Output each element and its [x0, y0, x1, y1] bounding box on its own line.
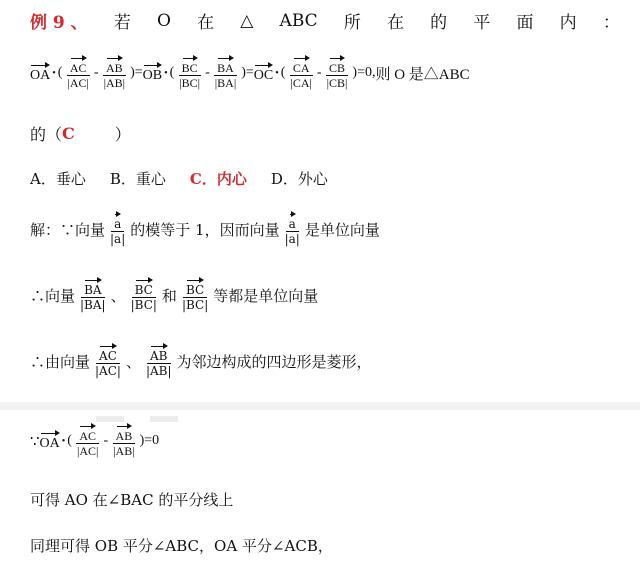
option-c: C．内心: [189, 170, 247, 188]
paren-equals-zero: )=0,: [352, 65, 376, 80]
separator: 、: [110, 286, 126, 305]
frac-ab: [143, 344, 175, 378]
abs-ca: |CA|: [290, 76, 312, 90]
scan-smear: [96, 416, 124, 422]
minus: -: [205, 65, 210, 80]
answer-line: [30, 122, 131, 145]
vec-cb: CB: [329, 56, 345, 75]
solution-text: 是单位向量: [304, 220, 380, 239]
vec-oa: OA: [30, 63, 50, 84]
title-char: 在: [197, 13, 215, 33]
title-char: 所: [343, 13, 361, 33]
abs-ab: |AB|: [113, 444, 135, 458]
abs-a: |a|: [284, 232, 300, 246]
paren: (: [57, 65, 63, 80]
title-char: ABC: [279, 10, 318, 31]
vec-ac: AC: [99, 344, 117, 363]
paren: (: [169, 65, 175, 80]
option-b: B．重心: [109, 170, 166, 188]
example-label: 例 9 、: [30, 13, 88, 33]
vec-ca: CA: [293, 56, 310, 75]
title-char: 的: [430, 13, 448, 33]
abs-ba: |BA|: [214, 76, 237, 90]
vec-a: a: [114, 212, 121, 231]
vec-bc: BC: [182, 56, 198, 75]
solution-text: ∴由向量: [30, 352, 91, 371]
abs-ab: |AB|: [103, 76, 126, 90]
abs-ac: |AC|: [67, 76, 89, 90]
paren: (: [280, 65, 286, 80]
abs-bc: |BC|: [181, 298, 209, 312]
solution-text: 等都是单位向量: [213, 286, 319, 305]
title-char: 在: [386, 13, 404, 33]
frac-bc: [179, 278, 211, 312]
title-char: △: [240, 10, 254, 31]
title-char: ：: [602, 13, 620, 33]
abs-bc: |BC|: [179, 76, 201, 90]
vec-ob: OB: [143, 63, 162, 84]
answer-value: C: [62, 124, 75, 143]
problem-title: [30, 8, 620, 33]
options-row: [30, 168, 352, 189]
separator: 、: [125, 352, 141, 371]
paren-equals: )=: [130, 65, 143, 80]
title-char: 平: [473, 13, 491, 33]
paren-equals-zero: )=0: [139, 433, 160, 448]
dot-operator: •: [61, 435, 66, 447]
frac-ac: [64, 56, 91, 90]
frac-bc: [176, 56, 203, 90]
solution-text: 解：∵向量: [30, 220, 106, 239]
minus: -: [93, 65, 99, 80]
vec-oa: OA: [40, 431, 60, 452]
abs-ac: |AC|: [95, 364, 121, 378]
paren: (: [67, 433, 72, 448]
title-char: O: [157, 10, 171, 31]
frac-ab: [110, 424, 137, 458]
vec-bc: BC: [135, 278, 153, 297]
answer-prefix: 的（: [30, 125, 63, 144]
vec-ba: BA: [217, 56, 234, 75]
vec-ab: AB: [106, 56, 123, 75]
scan-band: [0, 402, 640, 410]
solution-line-5: 可得 AO 在∠BAC 的平分线上: [30, 491, 234, 509]
abs-bc: |BC|: [130, 298, 157, 312]
paren-equals: )=: [241, 65, 254, 80]
option-d: D．外心: [270, 170, 328, 188]
frac-a: [282, 212, 303, 246]
dot-operator: •: [164, 67, 168, 79]
frac-ac: [92, 344, 124, 378]
solution-line-1: [30, 212, 380, 246]
frac-a: [107, 212, 128, 246]
because-symbol: ∵: [30, 433, 40, 450]
vec-ac: AC: [70, 56, 87, 75]
vec-ab: AB: [116, 424, 133, 443]
option-a: A．垂心: [30, 170, 86, 188]
solution-line-2: [30, 278, 318, 312]
frac-bc: [128, 278, 160, 312]
dot-operator: •: [52, 67, 56, 79]
minus: -: [103, 433, 109, 448]
abs-ac: |AC|: [76, 444, 99, 458]
frac-ac: [74, 424, 101, 458]
vec-ba: BA: [84, 278, 101, 297]
solution-text: 的模等于 1，因而向量: [130, 220, 280, 239]
answer-suffix: ）: [114, 125, 131, 144]
abs-cb: |CB|: [326, 76, 348, 90]
solution-text: ∴向量: [30, 286, 76, 305]
solution-text: 和: [161, 286, 177, 305]
vec-ac: AC: [79, 424, 96, 443]
frac-ca: [287, 56, 314, 90]
solution-line-3: [30, 344, 372, 378]
minus: -: [316, 65, 322, 80]
solution-text: 为邻边构成的四边形是菱形，: [176, 352, 372, 371]
title-char: 若: [113, 13, 131, 33]
vec-a: a: [289, 212, 296, 231]
problem-equation: [30, 56, 470, 90]
solution-line-4: [30, 424, 159, 458]
frac-ab: [101, 56, 128, 90]
frac-ba: [77, 278, 109, 312]
title-char: 面: [516, 13, 534, 33]
vec-ab: AB: [150, 344, 167, 363]
frac-cb: [324, 56, 351, 90]
abs-a: |a|: [110, 232, 126, 246]
equation-tail: 则 O 是△ABC: [375, 66, 470, 83]
solution-line-6: 同理可得 OB 平分∠ABC，OA 平分∠ACB，: [30, 537, 333, 555]
abs-ba: |BA|: [80, 298, 106, 312]
frac-ba: [212, 56, 239, 90]
title-char: 内: [559, 13, 577, 33]
dot-operator: •: [275, 67, 279, 79]
vec-oc: OC: [254, 63, 273, 84]
vec-bc: BC: [186, 278, 204, 297]
abs-ab: |AB|: [145, 364, 172, 378]
scan-smear: [150, 416, 178, 422]
